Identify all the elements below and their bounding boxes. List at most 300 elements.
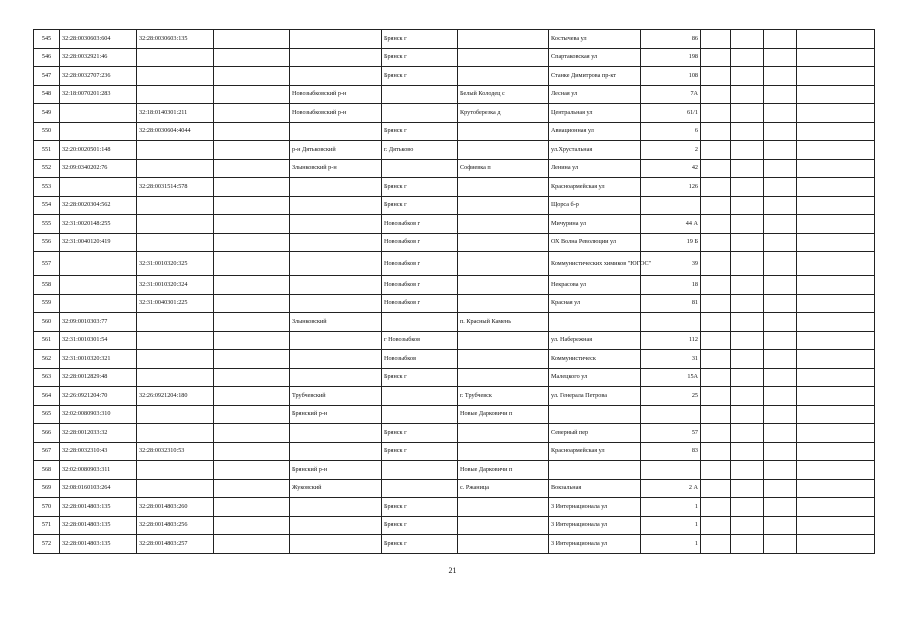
empty-cell	[797, 122, 875, 141]
cadastral-number-cell	[60, 104, 137, 123]
district-cell	[290, 48, 382, 67]
empty-cell	[797, 442, 875, 461]
district-cell: Новозыбковский р-н	[290, 104, 382, 123]
cadastral-number-cell	[60, 178, 137, 197]
city-cell: Брянск г	[382, 122, 458, 141]
house-number-cell: 2	[641, 141, 701, 160]
street-cell: Ленина ул	[549, 159, 641, 178]
table-row	[34, 498, 875, 517]
empty-cell	[764, 30, 797, 49]
empty-cell	[214, 331, 290, 350]
row-number-cell: 560	[34, 313, 60, 332]
house-number-cell: 31	[641, 350, 701, 369]
settlement-cell: с. Ржаница	[458, 479, 549, 498]
cadastral-number-cell	[60, 122, 137, 141]
empty-cell	[731, 498, 764, 517]
city-cell: Брянск г	[382, 67, 458, 86]
cadastral-number-cell: 32:31:0010301:54	[60, 331, 137, 350]
street-cell: Коммунистическ	[549, 350, 641, 369]
empty-cell	[214, 85, 290, 104]
house-number-cell: 112	[641, 331, 701, 350]
empty-cell	[701, 104, 731, 123]
settlement-cell: Новые Дарковичи п	[458, 461, 549, 480]
cadastral-number-2-cell	[137, 405, 214, 424]
empty-cell	[701, 498, 731, 517]
empty-cell	[214, 104, 290, 123]
row-number-cell: 563	[34, 368, 60, 387]
cadastral-number-2-cell: 32:31:0040301:225	[137, 294, 214, 313]
cadastral-number-2-cell	[137, 215, 214, 234]
empty-cell	[701, 141, 731, 160]
street-cell: ОХ Волна Революции ул	[549, 233, 641, 252]
cadastral-number-cell: 32:31:0020148:255	[60, 215, 137, 234]
row-number-cell: 549	[34, 104, 60, 123]
cadastral-number-2-cell	[137, 48, 214, 67]
empty-cell	[214, 442, 290, 461]
empty-cell	[797, 313, 875, 332]
settlement-cell: Софиевка п	[458, 159, 549, 178]
row-number-cell: 554	[34, 196, 60, 215]
row-number-cell: 571	[34, 516, 60, 535]
empty-cell	[701, 159, 731, 178]
empty-cell	[764, 350, 797, 369]
street-cell: ул. Набережная	[549, 331, 641, 350]
empty-cell	[701, 67, 731, 86]
cadastral-number-2-cell	[137, 479, 214, 498]
settlement-cell: г. Трубчевск	[458, 387, 549, 406]
empty-cell	[214, 159, 290, 178]
cadastral-number-cell: 32:28:0032921:46	[60, 48, 137, 67]
row-number-cell: 566	[34, 424, 60, 443]
empty-cell	[214, 461, 290, 480]
district-cell	[290, 30, 382, 49]
empty-cell	[764, 276, 797, 295]
empty-cell	[731, 104, 764, 123]
empty-cell	[797, 85, 875, 104]
empty-cell	[701, 30, 731, 49]
empty-cell	[731, 122, 764, 141]
empty-cell	[214, 387, 290, 406]
district-cell: Трубчевский	[290, 387, 382, 406]
empty-cell	[764, 141, 797, 160]
empty-cell	[701, 387, 731, 406]
empty-cell	[214, 48, 290, 67]
city-cell: Новозыбков г	[382, 233, 458, 252]
cadastral-number-cell: 32:20:0020501:148	[60, 141, 137, 160]
district-cell	[290, 178, 382, 197]
empty-cell	[701, 516, 731, 535]
empty-cell	[764, 331, 797, 350]
cadastral-number-2-cell	[137, 461, 214, 480]
empty-cell	[701, 442, 731, 461]
settlement-cell: п. Красный Камень	[458, 313, 549, 332]
empty-cell	[701, 424, 731, 443]
empty-cell	[701, 350, 731, 369]
empty-cell	[797, 67, 875, 86]
empty-cell	[731, 331, 764, 350]
empty-cell	[764, 405, 797, 424]
empty-cell	[214, 252, 290, 276]
row-number-cell: 556	[34, 233, 60, 252]
district-cell	[290, 535, 382, 554]
district-cell: Брянский р-н	[290, 461, 382, 480]
empty-cell	[797, 331, 875, 350]
cadastral-number-cell: 32:28:0020304:562	[60, 196, 137, 215]
house-number-cell: 7А	[641, 85, 701, 104]
cadastral-number-cell: 32:28:0012033:32	[60, 424, 137, 443]
empty-cell	[797, 48, 875, 67]
cadastral-number-cell: 32:18:0070201:283	[60, 85, 137, 104]
city-cell: Новозыбков г	[382, 215, 458, 234]
house-number-cell	[641, 461, 701, 480]
row-number-cell: 565	[34, 405, 60, 424]
empty-cell	[797, 479, 875, 498]
cadastral-number-2-cell: 32:28:0030604:4044	[137, 122, 214, 141]
empty-cell	[731, 424, 764, 443]
empty-cell	[701, 479, 731, 498]
cadastral-number-cell: 32:28:0014803:135	[60, 498, 137, 517]
settlement-cell	[458, 48, 549, 67]
settlement-cell	[458, 141, 549, 160]
table-row	[34, 122, 875, 141]
empty-cell	[731, 178, 764, 197]
district-cell	[290, 350, 382, 369]
empty-cell	[764, 48, 797, 67]
house-number-cell: 81	[641, 294, 701, 313]
house-number-cell: 1	[641, 535, 701, 554]
cadastral-number-cell: 32:02:0080903:310	[60, 405, 137, 424]
row-number-cell: 558	[34, 276, 60, 295]
empty-cell	[214, 479, 290, 498]
settlement-cell	[458, 424, 549, 443]
empty-cell	[214, 405, 290, 424]
city-cell: Брянск г	[382, 48, 458, 67]
table-row	[34, 233, 875, 252]
city-cell	[382, 313, 458, 332]
empty-cell	[701, 294, 731, 313]
settlement-cell	[458, 350, 549, 369]
empty-cell	[764, 196, 797, 215]
district-cell: р-н Дятьковский	[290, 141, 382, 160]
cadastral-number-cell: 32:28:0014803:135	[60, 535, 137, 554]
empty-cell	[701, 313, 731, 332]
empty-cell	[701, 233, 731, 252]
table-row	[34, 479, 875, 498]
house-number-cell: 83	[641, 442, 701, 461]
settlement-cell	[458, 215, 549, 234]
table-row	[34, 535, 875, 554]
city-cell: г. Дятьково	[382, 141, 458, 160]
city-cell: Брянск г	[382, 442, 458, 461]
empty-cell	[731, 387, 764, 406]
house-number-cell: 19 Б	[641, 233, 701, 252]
table-row	[34, 67, 875, 86]
empty-cell	[701, 122, 731, 141]
street-cell: Щорса б-р	[549, 196, 641, 215]
district-cell	[290, 215, 382, 234]
empty-cell	[214, 350, 290, 369]
table-row	[34, 350, 875, 369]
row-number-cell: 548	[34, 85, 60, 104]
empty-cell	[214, 535, 290, 554]
table-row	[34, 461, 875, 480]
table-row	[34, 178, 875, 197]
empty-cell	[701, 461, 731, 480]
house-number-cell: 1	[641, 498, 701, 517]
empty-cell	[764, 313, 797, 332]
empty-cell	[797, 405, 875, 424]
row-number-cell: 570	[34, 498, 60, 517]
empty-cell	[731, 405, 764, 424]
empty-cell	[797, 141, 875, 160]
empty-cell	[701, 48, 731, 67]
table-row	[34, 30, 875, 49]
empty-cell	[797, 387, 875, 406]
empty-cell	[764, 215, 797, 234]
empty-cell	[797, 276, 875, 295]
cadastral-number-2-cell	[137, 85, 214, 104]
cadastral-number-2-cell	[137, 159, 214, 178]
empty-cell	[731, 294, 764, 313]
table-row	[34, 48, 875, 67]
district-cell	[290, 233, 382, 252]
cadastral-number-cell: 32:28:0014803:135	[60, 516, 137, 535]
cadastral-number-2-cell	[137, 313, 214, 332]
empty-cell	[731, 535, 764, 554]
house-number-cell: 42	[641, 159, 701, 178]
cadastral-number-cell: 32:31:0010320:321	[60, 350, 137, 369]
cadastral-number-2-cell: 32:28:0014803:257	[137, 535, 214, 554]
empty-cell	[797, 252, 875, 276]
row-number-cell: 555	[34, 215, 60, 234]
district-cell: Жуковский	[290, 479, 382, 498]
city-cell: Брянск г	[382, 30, 458, 49]
registry-table	[33, 29, 875, 554]
empty-cell	[214, 196, 290, 215]
empty-cell	[797, 294, 875, 313]
row-number-cell: 551	[34, 141, 60, 160]
empty-cell	[731, 350, 764, 369]
cadastral-number-cell: 32:28:0032707:236	[60, 67, 137, 86]
empty-cell	[764, 516, 797, 535]
empty-cell	[764, 479, 797, 498]
empty-cell	[701, 85, 731, 104]
district-cell	[290, 368, 382, 387]
row-number-cell: 572	[34, 535, 60, 554]
settlement-cell	[458, 67, 549, 86]
empty-cell	[797, 368, 875, 387]
city-cell: г Новозыбков	[382, 331, 458, 350]
empty-cell	[731, 276, 764, 295]
settlement-cell	[458, 294, 549, 313]
house-number-cell: 18	[641, 276, 701, 295]
cadastral-number-2-cell	[137, 196, 214, 215]
empty-cell	[701, 405, 731, 424]
empty-cell	[731, 479, 764, 498]
street-cell: Станке Димитрова пр-кт	[549, 67, 641, 86]
city-cell	[382, 405, 458, 424]
cadastral-number-cell	[60, 294, 137, 313]
city-cell: Новозыбков г	[382, 294, 458, 313]
cadastral-number-2-cell	[137, 233, 214, 252]
house-number-cell: 126	[641, 178, 701, 197]
cadastral-number-2-cell	[137, 424, 214, 443]
empty-cell	[731, 252, 764, 276]
empty-cell	[214, 313, 290, 332]
empty-cell	[731, 516, 764, 535]
empty-cell	[764, 122, 797, 141]
cadastral-number-cell: 32:09:0340202:76	[60, 159, 137, 178]
empty-cell	[701, 331, 731, 350]
district-cell	[290, 498, 382, 517]
table-row	[34, 141, 875, 160]
empty-cell	[764, 294, 797, 313]
street-cell: Центральная ул	[549, 104, 641, 123]
table-row	[34, 516, 875, 535]
house-number-cell	[641, 313, 701, 332]
empty-cell	[797, 196, 875, 215]
settlement-cell	[458, 276, 549, 295]
cadastral-number-2-cell	[137, 368, 214, 387]
empty-cell	[764, 159, 797, 178]
district-cell	[290, 276, 382, 295]
empty-cell	[797, 30, 875, 49]
empty-cell	[214, 368, 290, 387]
settlement-cell	[458, 233, 549, 252]
cadastral-number-2-cell: 32:28:0032310:53	[137, 442, 214, 461]
empty-cell	[797, 516, 875, 535]
city-cell	[382, 85, 458, 104]
house-number-cell: 198	[641, 48, 701, 67]
empty-cell	[731, 67, 764, 86]
street-cell: Красноармейская ул	[549, 178, 641, 197]
district-cell: Злынковский р-н	[290, 159, 382, 178]
settlement-cell: Новые Дарковичи п	[458, 405, 549, 424]
district-cell	[290, 516, 382, 535]
city-cell	[382, 479, 458, 498]
settlement-cell	[458, 442, 549, 461]
empty-cell	[701, 178, 731, 197]
district-cell	[290, 67, 382, 86]
cadastral-number-cell	[60, 276, 137, 295]
empty-cell	[731, 215, 764, 234]
empty-cell	[701, 196, 731, 215]
empty-cell	[764, 178, 797, 197]
empty-cell	[701, 252, 731, 276]
row-number-cell: 546	[34, 48, 60, 67]
city-cell: Новозыбков г	[382, 276, 458, 295]
street-cell: Малецкого ул	[549, 368, 641, 387]
empty-cell	[214, 233, 290, 252]
city-cell	[382, 104, 458, 123]
cadastral-number-2-cell: 32:26:0921204:180	[137, 387, 214, 406]
cadastral-number-cell: 32:09:0010303:77	[60, 313, 137, 332]
house-number-cell: 15А	[641, 368, 701, 387]
district-cell: Брянский р-н	[290, 405, 382, 424]
district-cell	[290, 122, 382, 141]
empty-cell	[764, 368, 797, 387]
street-cell: Вокзальная	[549, 479, 641, 498]
city-cell	[382, 461, 458, 480]
district-cell	[290, 442, 382, 461]
city-cell: Брянск г	[382, 424, 458, 443]
district-cell	[290, 331, 382, 350]
city-cell: Новозыбков	[382, 350, 458, 369]
table-row	[34, 215, 875, 234]
cadastral-number-2-cell: 32:31:0010320:325	[137, 252, 214, 276]
table-body	[34, 30, 875, 554]
empty-cell	[214, 498, 290, 517]
table-row	[34, 159, 875, 178]
street-cell: 3 Интернационала ул	[549, 498, 641, 517]
table-row	[34, 331, 875, 350]
settlement-cell	[458, 178, 549, 197]
house-number-cell: 1	[641, 516, 701, 535]
district-cell	[290, 196, 382, 215]
empty-cell	[731, 368, 764, 387]
house-number-cell: 108	[641, 67, 701, 86]
street-cell: Авиационная ул	[549, 122, 641, 141]
city-cell	[382, 387, 458, 406]
district-cell	[290, 252, 382, 276]
settlement-cell	[458, 516, 549, 535]
row-number-cell: 559	[34, 294, 60, 313]
empty-cell	[214, 424, 290, 443]
empty-cell	[731, 461, 764, 480]
table-row	[34, 405, 875, 424]
empty-cell	[764, 424, 797, 443]
city-cell: Брянск г	[382, 535, 458, 554]
empty-cell	[214, 122, 290, 141]
empty-cell	[731, 141, 764, 160]
settlement-cell: Крутоберезка д	[458, 104, 549, 123]
empty-cell	[731, 442, 764, 461]
empty-cell	[764, 498, 797, 517]
empty-cell	[764, 252, 797, 276]
empty-cell	[797, 424, 875, 443]
district-cell	[290, 424, 382, 443]
city-cell: Брянск г	[382, 178, 458, 197]
cadastral-number-cell: 32:31:0040120:419	[60, 233, 137, 252]
table-row	[34, 424, 875, 443]
row-number-cell: 567	[34, 442, 60, 461]
settlement-cell	[458, 252, 549, 276]
cadastral-number-2-cell: 32:28:0014803:260	[137, 498, 214, 517]
cadastral-number-2-cell	[137, 141, 214, 160]
street-cell	[549, 405, 641, 424]
street-cell: Мичурина ул	[549, 215, 641, 234]
street-cell: ул. Генерала Петрова	[549, 387, 641, 406]
table-row	[34, 252, 875, 276]
table-row	[34, 85, 875, 104]
empty-cell	[797, 350, 875, 369]
cadastral-number-2-cell	[137, 331, 214, 350]
empty-cell	[214, 294, 290, 313]
empty-cell	[731, 159, 764, 178]
cadastral-number-2-cell: 32:28:0031514:578	[137, 178, 214, 197]
city-cell: Брянск г	[382, 516, 458, 535]
row-number-cell: 568	[34, 461, 60, 480]
empty-cell	[214, 30, 290, 49]
empty-cell	[797, 178, 875, 197]
settlement-cell	[458, 331, 549, 350]
settlement-cell	[458, 368, 549, 387]
district-cell: Новозыбковский р-н	[290, 85, 382, 104]
empty-cell	[797, 215, 875, 234]
street-cell	[549, 313, 641, 332]
house-number-cell: 39	[641, 252, 701, 276]
row-number-cell: 569	[34, 479, 60, 498]
